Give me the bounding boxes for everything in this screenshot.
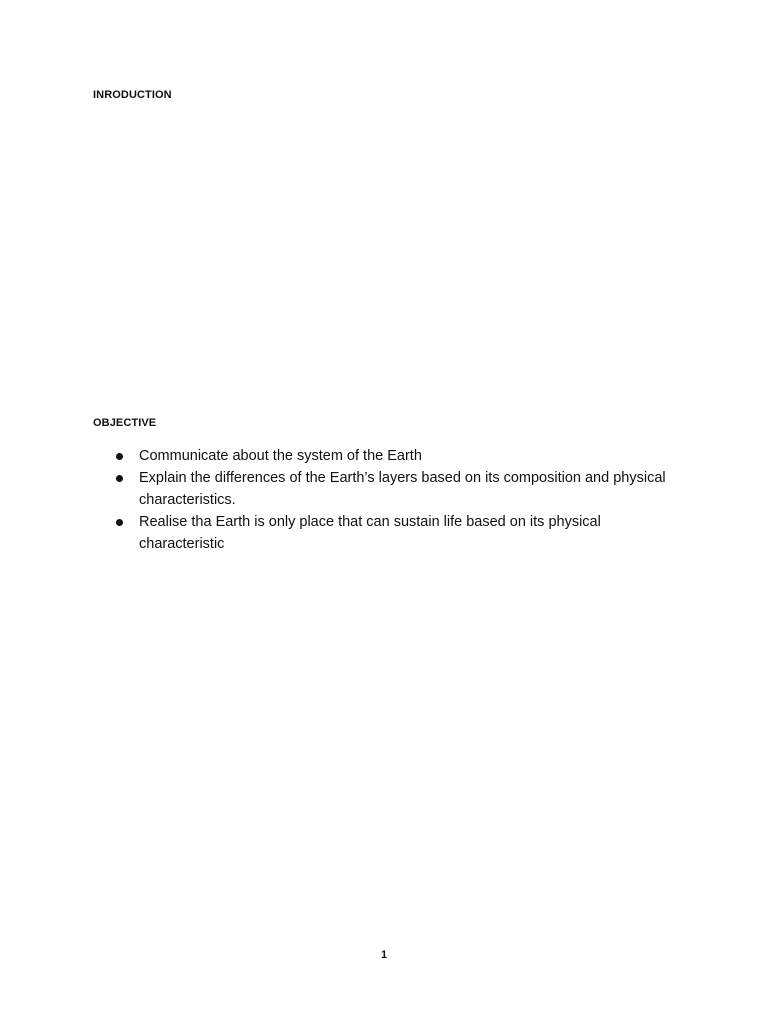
bullet-icon xyxy=(116,453,123,460)
objective-item-text: Explain the differences of the Earth’s layers based on its composition and physical characteristics. xyxy=(139,470,666,508)
objective-item-text: Communicate about the system of the Earth xyxy=(139,448,422,464)
objective-item xyxy=(114,467,674,511)
objective-item xyxy=(114,511,674,555)
objective-list xyxy=(114,445,674,555)
bullet-icon xyxy=(116,475,123,482)
objective-item-text: Realise tha Earth is only place that can sustain life based on its physical characteristic xyxy=(139,514,601,552)
bullet-icon xyxy=(116,519,123,526)
page-number: 1 xyxy=(380,949,388,961)
objective-item xyxy=(114,445,674,467)
introduction-heading: INRODUCTION xyxy=(93,89,172,101)
objective-heading: OBJECTIVE xyxy=(93,417,157,429)
